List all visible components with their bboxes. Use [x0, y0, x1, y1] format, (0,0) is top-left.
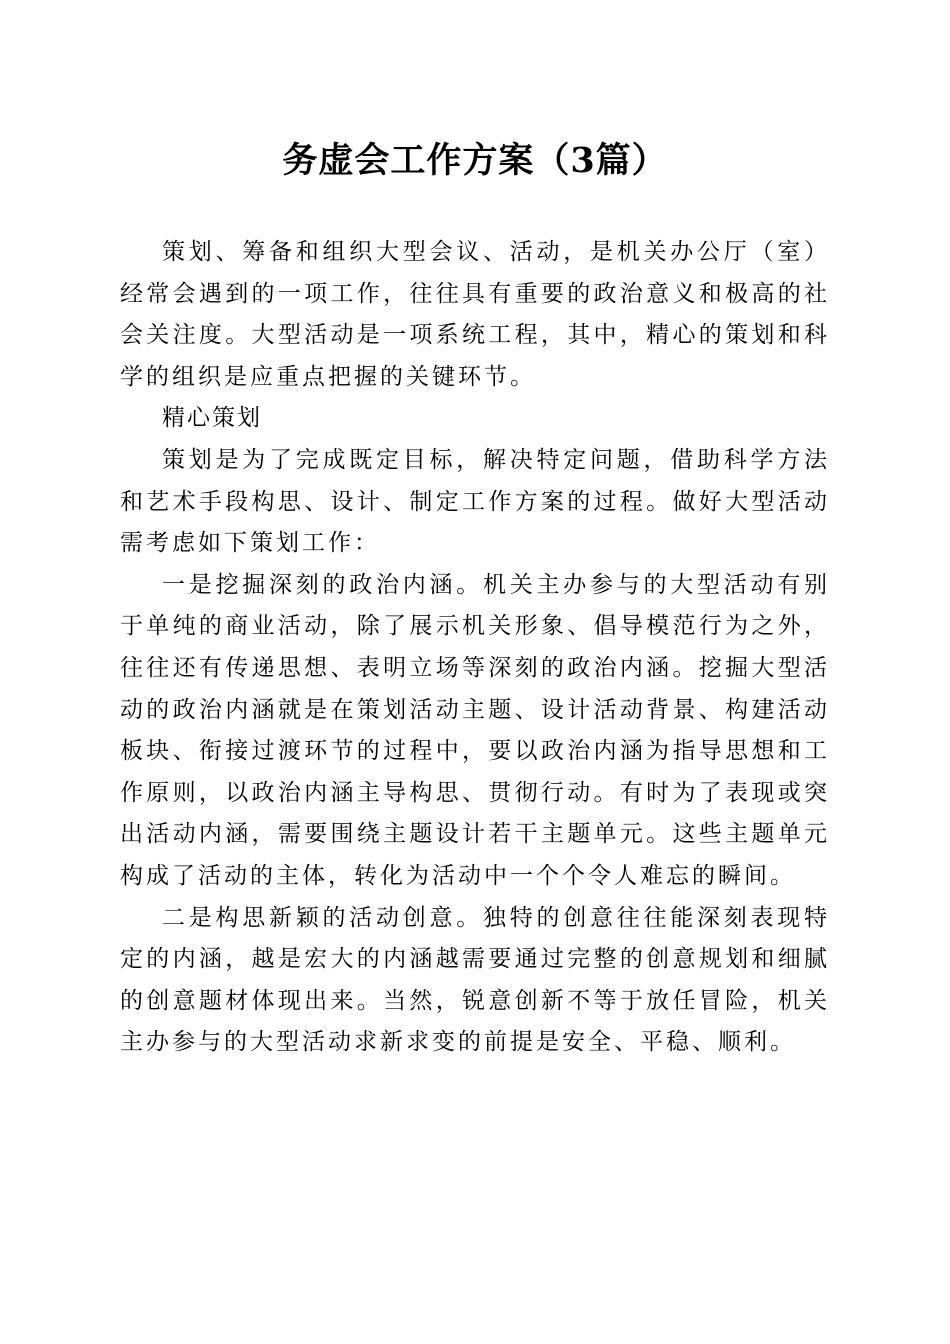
- section-heading: 精心策划: [162, 405, 262, 432]
- document-title: 务虚会工作方案（3篇）: [282, 140, 668, 181]
- document-body: [120, 232, 830, 1064]
- body-paragraph: 策划是为了完成既定目标，解决特定问题，借助科学方法和艺术手段构思、设计、制定工作方案的过程。做好大型活动需考虑如下策划工作：: [120, 446, 830, 557]
- body-paragraph: 一是挖掘深刻的政治内涵。机关主办参与的大型活动有别于单纯的商业活动，除了展示机关形象、倡导模范行为之外，往往还有传递思想、表明立场等深刻的政治内涵。挖掘大型活动的政治内涵就是在策划活动主题、设计活动背景、构建活动板块、衔接过渡环节的过程中，要以政治内涵为指导思想和工作原则，以政治内涵主导构思、贯彻行动。有时为了表现或突出活动内涵，需要围绕主题设计若干主题单元。这些主题单元构成了活动的主体，转化为活动中一个个令人难忘的瞬间。: [120, 571, 830, 889]
- body-paragraph: 二是构思新颖的活动创意。独特的创意往往能深刻表现特定的内涵，越是宏大的内涵越需要通过完整的创意规划和细腻的创意题材体现出来。当然，锐意创新不等于放任冒险，机关主办参与的大型活动求新求变的前提是安全、平稳、顺利。: [120, 904, 830, 1056]
- intro-paragraph: 策划、筹备和组织大型会议、活动，是机关办公厅（室）经常会遇到的一项工作，往往具有重要的政治意义和极高的社会关注度。大型活动是一项系统工程，其中，精心的策划和科学的组织是应重点把握的关键环节。: [120, 239, 830, 390]
